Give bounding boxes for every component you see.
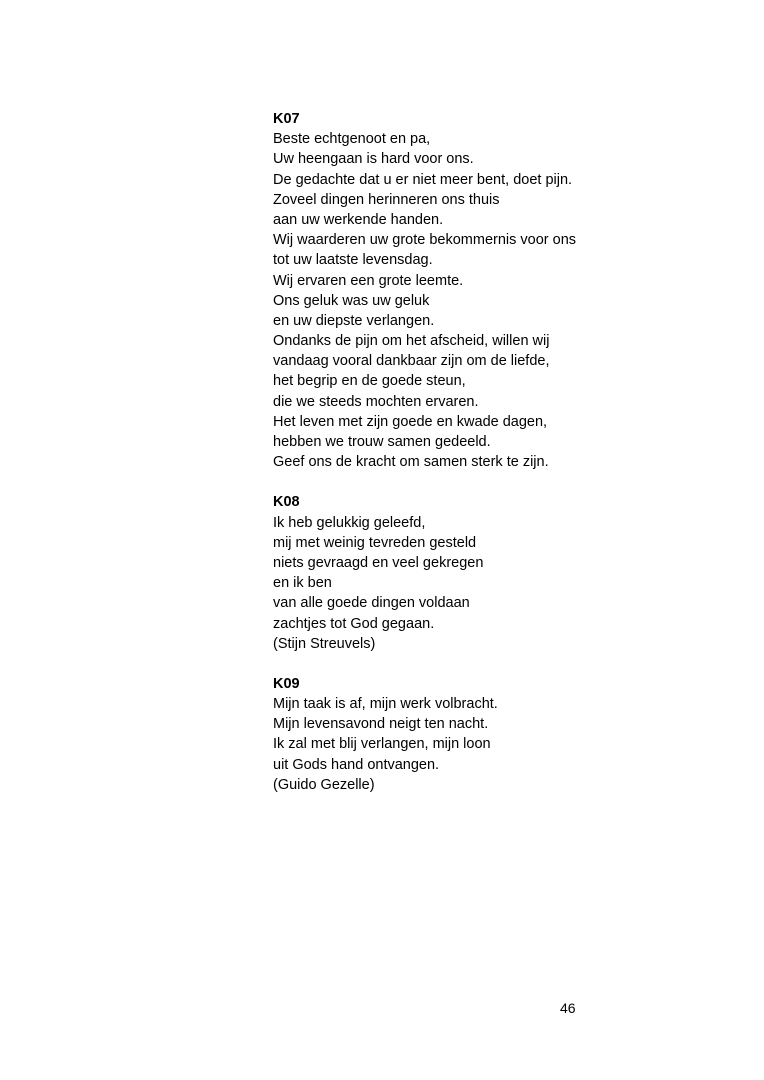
poem-line: tot uw laatste levensdag. <box>273 252 433 269</box>
poem-line: zachtjes tot God gegaan. <box>273 615 435 632</box>
poem-k07 <box>273 109 693 472</box>
poem-line: Zoveel dingen herinneren ons thuis <box>273 191 500 208</box>
poem-line: Wij waarderen uw grote bekommernis voor ons <box>273 232 577 249</box>
poem-code: K07 <box>273 111 300 127</box>
poem-line: Ik zal met blij verlangen, mijn loon <box>273 736 491 753</box>
poem-line: mij met weinig tevreden gesteld <box>273 534 477 551</box>
poem-list <box>273 109 693 815</box>
poem-k09 <box>273 674 693 795</box>
poem-line: Geef ons de kracht om samen sterk te zijn. <box>273 454 549 471</box>
poem-code: K09 <box>273 675 300 692</box>
poem-code: K08 <box>273 494 300 511</box>
poem-line: De gedachte dat u er niet meer bent, doet pijn. <box>273 171 573 188</box>
page-number: 46 <box>560 1000 576 1016</box>
poem-line: hebben we trouw samen gedeeld. <box>273 434 491 450</box>
poem-line: van alle goede dingen voldaan <box>273 595 470 612</box>
poem-k08 <box>273 492 693 654</box>
poem-line: Wij ervaren een grote leemte. <box>273 272 464 289</box>
poem-line: niets gevraagd en veel gekregen <box>273 554 484 571</box>
poem-line: Ik heb gelukkig geleefd, <box>273 514 426 531</box>
poem-line: Mijn levensavond neigt ten nacht. <box>273 716 489 733</box>
poem-author: (Stijn Streuvels) <box>273 635 376 652</box>
poem-line: uit Gods hand ontvangen. <box>273 756 440 773</box>
poem-line: en uw diepste verlangen. <box>273 312 435 329</box>
poem-line: en ik ben <box>273 575 332 592</box>
poem-author: (Guido Gezelle) <box>273 776 375 793</box>
poem-line: het begrip en de goede steun, <box>273 373 466 390</box>
poem-line: aan uw werkende handen. <box>273 211 444 228</box>
poem-line: Mijn taak is af, mijn werk volbracht. <box>273 696 498 713</box>
poem-line: vandaag vooral dankbaar zijn om de liefde, <box>273 353 550 370</box>
poem-line: Beste echtgenoot en pa, <box>273 131 431 148</box>
poem-line: die we steeds mochten ervaren. <box>273 393 479 410</box>
poem-line: Ons geluk was uw geluk <box>273 292 430 309</box>
poem-line: Het leven met zijn goede en kwade dagen, <box>273 413 548 430</box>
poem-line: Ondanks de pijn om het afscheid, willen wij <box>273 333 550 350</box>
poem-line: Uw heengaan is hard voor ons. <box>273 151 474 168</box>
